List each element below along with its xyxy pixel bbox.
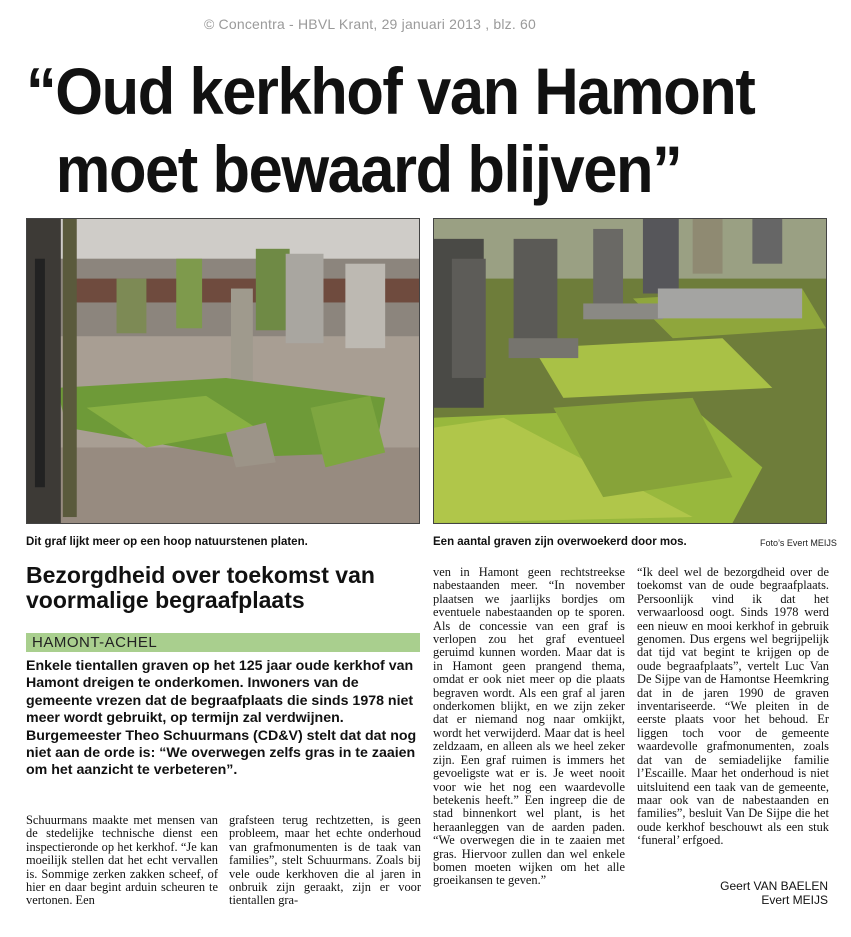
photo-caption-right: Een aantal graven zijn overwoekerd door mos. <box>433 536 687 548</box>
section-label-bar <box>26 633 420 652</box>
photo-broken-grave <box>26 218 420 524</box>
photo-credit: Foto’s Evert MEIJS <box>760 538 837 548</box>
headline <box>26 52 779 208</box>
photo-mossy-graves <box>433 218 827 524</box>
mossy-graves-image <box>434 219 826 523</box>
section-label: HAMONT-ACHEL <box>32 634 158 651</box>
lead-paragraph: Enkele tientallen graven op het 125 jaar oude kerkhof van Hamont dreigen te onderkomen. Inwoners van de gemeente vrezen dat de begraafplaats die sinds 1978 niet meer wordt gebruikt, op termijn zal verdwijnen. Burgemeester Theo Schuurmans (CD&V) stelt dat dat nog niet aan de orde is: “We overwegen zelfs gras in te zaaien om het aanzicht te verbeteren”. <box>26 658 417 779</box>
body-column-1: Schuurmans maakte met mensen van de stedelijke technische dienst een inspectieronde op het kerkhof. “Je kan moeilijk stellen dat het echt vervallen is. Sommige zerken zakken scheef, of hier en daar begint arduin scheuren te vertonen. Een <box>26 813 218 908</box>
byline-author-2: Evert MEIJS <box>761 893 828 907</box>
broken-grave-image <box>27 219 419 523</box>
byline-author-1: Geert VAN BAELEN <box>720 879 828 893</box>
photo-caption-left: Dit graf lijkt meer op een hoop natuurstenen platen. <box>26 536 308 548</box>
body-column-3: ven in Hamont geen rechtstreekse nabestaanden meer. “In november plaatsen we jaarlijks bordjes om eventuele nabestaanden op te sporen. Als de concessie van een graf is verlopen zou het graf eventueel geruimd kunnen worden. Maar dat is in Hamont geen prangend thema, omdat er ook niet meer op die plaats begraven wordt. Als een graf al jaren onderkomen blijkt, en we zijn zeker dat er niemand nog naar omkijkt, wordt het verwijderd. Maar dat is heel zeldzaam, en alleen als we heel zeker zijn. Een graf ruimen is immers het gevoeligste wat er is. Je weet nooit voor wie het nog een waardevolle betekenis heeft.” Een ingreep die de stad binnenkort wel plant, is het heraanleggen van de aarden paden. “We overwegen die in te zaaien met gras. Hiervoor zullen dan wel enkele bomen moeten wijken om het alle groeikansen te geven.” <box>433 565 625 888</box>
source-line: © Concentra - HBVL Krant, 29 januari 2013 , blz. 60 <box>203 16 537 32</box>
headline-line-2: moet bewaard blijven” <box>55 132 682 206</box>
byline <box>637 879 828 907</box>
body-column-2: grafsteen terug rechtzetten, is geen probleem, maar het echte onderhoud van grafmonumenten is de taak van families”, stelt Schuurmans. Zoals bij vele oude kerkhoven die al jaren in onbruik zijn geraakt, zijn er voor tientallen gra- <box>229 813 421 908</box>
subheadline: Bezorgdheid over toekomst van voormalige begraafplaats <box>26 562 375 613</box>
headline-line-1: “Oud kerkhof van Hamont <box>26 54 755 128</box>
body-column-4: “Ik deel wel de bezorgdheid over de toekomst van de oude begraafplaats. Persoonlijk vind ik dat het verwaarloosd oogt. Sinds 1978 werd een nieuw en mooi kerkhof in gebruik genomen. Dus ergens wel begrijpelijk dat tijd vat begint te krijgen op de oude begraafplaats”, vertelt Luc Van De Sijpe van de Hamontse Heemkring dat in de jaren 1990 de graven inventariseerde. “We pleiten in de eerste plaats voor het behoud. Er liggen toch voor de gemeente waardevolle grafmonumenten, zoals dat van de semiadelijke familie l’Escaille. Maar het onderhoud is niet uitsluitend een taak van de gemeente, maar ook van de nabestaanden en families”, besluit Van De Sijpe die het oude kerkhof beschouwt als een stuk ‘funeral’ erfgoed. <box>637 565 829 848</box>
